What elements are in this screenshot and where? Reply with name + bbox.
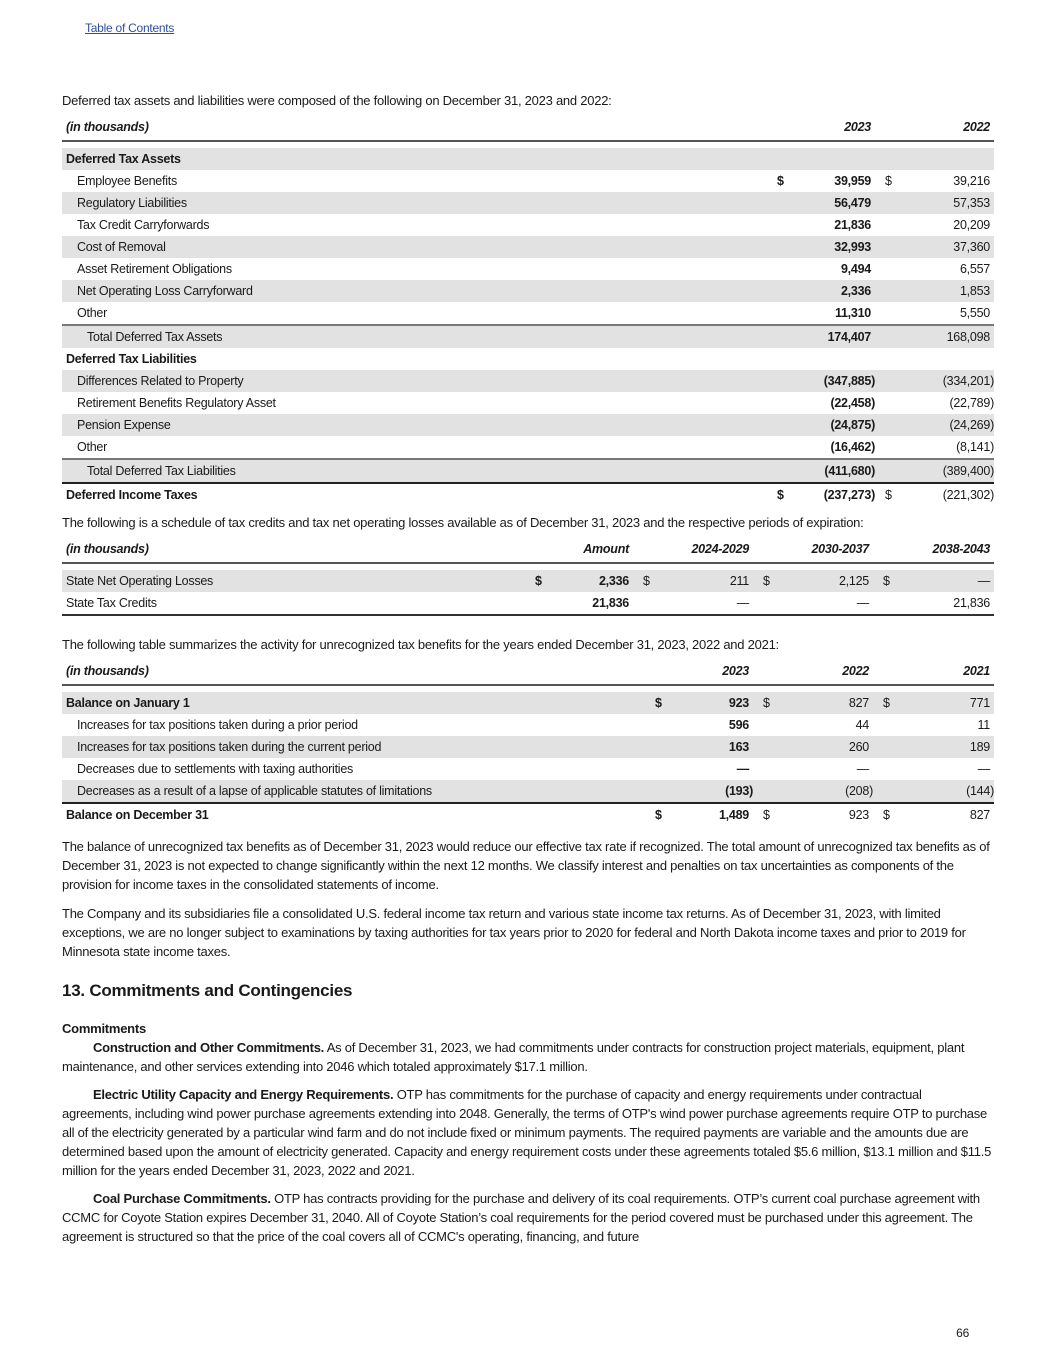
dollar-sign (875, 392, 905, 414)
table-row (62, 236, 994, 258)
subheading-commitments: Commitments (62, 1021, 146, 1036)
spacer (62, 563, 994, 570)
dollar-sign: $ (753, 692, 783, 714)
row-label: Other (77, 306, 108, 320)
dollar-sign (767, 414, 797, 436)
dollar-sign: $ (645, 692, 675, 714)
row-value: — (663, 592, 753, 615)
commitment-title: Construction and Other Commitments. (93, 1040, 325, 1055)
column-header: 2024-2029 (663, 542, 753, 563)
row-value: 596 (728, 718, 749, 732)
row-label: State Net Operating Losses (62, 570, 525, 592)
table-row (62, 370, 994, 392)
table-header-row (62, 542, 994, 563)
dollar-sign: $ (525, 570, 555, 592)
commitment-title: Electric Utility Capacity and Energy Requirements. (93, 1087, 394, 1102)
row-value: 260 (783, 736, 873, 758)
row-value: 2,125 (783, 570, 873, 592)
table-row (62, 148, 994, 170)
dollar-sign (753, 780, 783, 803)
row-label: Total Deferred Tax Liabilities (62, 459, 767, 483)
column-header: 2038-2043 (903, 542, 994, 563)
table-header-row (62, 120, 994, 141)
table-row (62, 280, 994, 302)
row-value: (193) (675, 780, 753, 803)
dollar-sign: $ (875, 483, 905, 506)
dollar-sign (873, 736, 903, 758)
dollar-sign (753, 592, 783, 615)
row-value: 21,836 (903, 592, 994, 615)
row-label: Decreases due to settlements with taxing authorities (77, 762, 354, 776)
dollar-sign: $ (885, 174, 892, 188)
row-value: — (856, 762, 869, 776)
column-header: 2022 (783, 664, 873, 685)
row-value: 44 (855, 718, 869, 732)
paragraph-tax-examinations: The Company and its subsidiaries file a consolidated U.S. federal income tax return and various state income tax returns. As of December 31, 2023, with limited exceptions, we are no longer subject to examinations by taxing authorities for tax years prior to 2020 for federal and North Dakota income taxes and prior to 2019 for Minnesota state income taxes. (62, 906, 966, 959)
column-header: (in thousands) (62, 664, 645, 685)
row-value: 1,853 (905, 280, 994, 302)
table-row (62, 214, 994, 236)
dollar-sign (767, 348, 797, 370)
commitment-text: OTP has contracts providing for the purchase and delivery of its coal requirements. OTP’s current coal purchase agreement with CCMC for Coyote Station expires December 31, 2040. All of Coyote Station’s coal requirements for the period covered must be purchased under this agreement. The agreement is structured so that the price of the coal covers all of CCMC's operating, financing, and future (62, 1191, 980, 1244)
row-value: 923 (783, 803, 873, 826)
spacer (62, 141, 994, 148)
row-value (797, 148, 875, 170)
row-value (905, 148, 994, 170)
dollar-sign (873, 714, 903, 736)
row-label: Net Operating Loss Carryforward (62, 280, 767, 302)
dollar-sign (875, 214, 905, 236)
commitment-paragraph (62, 1189, 993, 1246)
row-value: — (783, 592, 873, 615)
header-spacer-row (62, 685, 994, 692)
dollar-sign: $ (633, 570, 663, 592)
table-row (62, 459, 994, 483)
row-value: 771 (903, 692, 994, 714)
dollar-sign (875, 414, 905, 436)
row-value: — (977, 762, 990, 776)
column-header: 2023 (797, 120, 875, 141)
intro-unrecognized-benefits: The following table summarizes the activity for unrecognized tax benefits for the years ended December 31, 2023, 2022 and 2021: (62, 637, 779, 652)
row-label: Tax Credit Carryforwards (77, 218, 210, 232)
row-label: Cost of Removal (62, 236, 767, 258)
table-row (62, 592, 994, 615)
dollar-sign (875, 370, 905, 392)
dollar-sign: $ (767, 483, 797, 506)
table-row (62, 325, 994, 348)
row-value: — (736, 762, 749, 776)
commitment-text: As of December 31, 2023, we had commitments under contracts for construction project materials, equipment, plant maintenance, and other services extending into 2046 which totaled approximately $17.1 million. (62, 1040, 965, 1074)
row-value: 211 (663, 570, 753, 592)
page-number: 66 (956, 1326, 969, 1340)
dollar-sign (767, 258, 797, 280)
table-row (62, 170, 994, 192)
commitment-text: OTP has commitments for the purchase of capacity and energy requirements under contractual agreements, including wind power purchase agreements extending into 2048. Generally, the terms of OTP's wind power purchase agreements require OTP to purchase all of the electricity generated by a particular wind farm and do not include fixed or minimum payments. The required payments are variable and the amounts due are determined based upon the amount of electricity generated. Capacity and energy requirement costs under these agreements totaled $5.6 million, $13.1 million and $11.5 million for the years ended December 31, 2023, 2022 and 2021. (62, 1087, 992, 1178)
tax-credits-table (62, 542, 993, 616)
dollar-sign: $ (873, 570, 903, 592)
dollar-sign: $ (777, 174, 784, 188)
row-label: Increases for tax positions taken during the current period (62, 736, 645, 758)
dollar-sign (645, 780, 675, 803)
spacer (62, 685, 994, 692)
dollar-sign (767, 214, 797, 236)
dollar-sign (875, 459, 905, 483)
header-spacer (873, 664, 903, 685)
paragraph-unrecognized-balance: The balance of unrecognized tax benefits as of December 31, 2023 would reduce our effective tax rate if recognized. The total amount of unrecognized tax benefits as of December 31, 2023 is not expected to change significantly within the next 12 months. We classify interest and penalties on tax uncertainties as components of the provision for income taxes in the consolidated statements of income. (62, 839, 990, 892)
column-header: Amount (555, 542, 633, 563)
dollar-sign (873, 592, 903, 615)
dollar-sign (767, 192, 797, 214)
dollar-sign (753, 736, 783, 758)
dollar-sign (525, 592, 555, 615)
row-label: Increases for tax positions taken during a prior period (77, 718, 358, 732)
table-row (62, 483, 994, 506)
row-value: (22,458) (830, 396, 875, 410)
row-value: 37,360 (905, 236, 994, 258)
row-value: 923 (675, 692, 753, 714)
table-row (62, 780, 994, 803)
header-spacer (633, 542, 663, 563)
row-value: (411,680) (797, 459, 875, 483)
commitments-list (62, 1038, 993, 1246)
dollar-sign (645, 736, 675, 758)
header-spacer (753, 542, 783, 563)
column-header: 2030-2037 (783, 542, 873, 563)
dollar-sign (767, 148, 797, 170)
row-label: Asset Retirement Obligations (77, 262, 232, 276)
row-label: Pension Expense (62, 414, 767, 436)
row-value: 39,959 (834, 174, 871, 188)
row-label: Deferred Tax Assets (62, 148, 767, 170)
row-value: 163 (675, 736, 753, 758)
table-header-row (62, 664, 994, 685)
header-spacer (873, 542, 903, 563)
row-value: 32,993 (797, 236, 875, 258)
table-row (62, 736, 994, 758)
row-value: 20,209 (953, 218, 990, 232)
row-label: State Tax Credits (62, 592, 525, 615)
dollar-sign (767, 302, 797, 325)
table-row (62, 302, 994, 325)
row-label: Deferred Tax Liabilities (66, 352, 197, 366)
row-value: (24,269) (905, 414, 994, 436)
dollar-sign (875, 280, 905, 302)
dollar-sign: $ (753, 570, 783, 592)
dollar-sign (875, 192, 905, 214)
row-label: Balance on January 1 (62, 692, 645, 714)
intro-tax-credits: The following is a schedule of tax credits and tax net operating losses available as of December 31, 2023 and the respective periods of expiration: (62, 515, 864, 530)
dollar-sign (875, 258, 905, 280)
row-value: (334,201) (905, 370, 994, 392)
row-value: (221,302) (905, 483, 994, 506)
dollar-sign (767, 280, 797, 302)
dollar-sign (875, 348, 905, 370)
row-value: 21,836 (834, 218, 871, 232)
row-value (905, 348, 994, 370)
row-value: (389,400) (905, 459, 994, 483)
header-spacer (525, 542, 555, 563)
table-row (62, 258, 994, 280)
row-value: 11 (977, 718, 990, 732)
dollar-sign (875, 436, 905, 459)
row-value: (237,273) (797, 483, 875, 506)
row-value: 2,336 (797, 280, 875, 302)
dollar-sign (767, 392, 797, 414)
row-label: Balance on December 31 (62, 803, 645, 826)
row-value: 57,353 (905, 192, 994, 214)
column-header: (in thousands) (62, 542, 525, 563)
row-value: 39,216 (953, 174, 990, 188)
dollar-sign (875, 148, 905, 170)
unrecognized-benefits-table (62, 664, 993, 826)
table-row (62, 436, 994, 459)
row-value: 5,550 (959, 306, 990, 320)
dollar-sign (767, 370, 797, 392)
row-value: 827 (783, 692, 873, 714)
table-row (62, 714, 994, 736)
row-label: Retirement Benefits Regulatory Asset (77, 396, 276, 410)
dollar-sign (875, 302, 905, 325)
table-of-contents-link[interactable]: Table of Contents (85, 21, 175, 35)
table-row (62, 692, 994, 714)
row-value: 1,489 (675, 803, 753, 826)
row-label: Total Deferred Tax Assets (62, 325, 767, 348)
dollar-sign (753, 758, 783, 780)
dollar-sign (767, 459, 797, 483)
column-header: 2021 (903, 664, 994, 685)
header-spacer-row (62, 141, 994, 148)
table-row (62, 348, 994, 370)
row-value: (8,141) (956, 440, 994, 454)
dollar-sign: $ (645, 803, 675, 826)
table-row (62, 758, 994, 780)
row-value: (144) (903, 780, 994, 803)
row-value: 189 (903, 736, 994, 758)
dollar-sign (767, 436, 797, 459)
dollar-sign: $ (753, 803, 783, 826)
row-value: 11,310 (834, 306, 871, 320)
row-label: Other (77, 440, 108, 454)
table-row (62, 803, 994, 826)
dollar-sign (873, 780, 903, 803)
header-spacer (875, 120, 905, 141)
row-label: Employee Benefits (77, 174, 177, 188)
dollar-sign (645, 714, 675, 736)
commitment-paragraph (62, 1038, 993, 1076)
dollar-sign (753, 714, 783, 736)
intro-deferred-tax: Deferred tax assets and liabilities were composed of the following on December 31, 2023 and 2022: (62, 93, 612, 108)
row-value: 827 (903, 803, 994, 826)
row-value: 6,557 (959, 262, 990, 276)
dollar-sign (767, 325, 797, 348)
dollar-sign (875, 325, 905, 348)
row-value: (24,875) (797, 414, 875, 436)
row-value: (347,885) (797, 370, 875, 392)
dollar-sign (767, 236, 797, 258)
row-value (797, 348, 875, 370)
header-spacer (645, 664, 675, 685)
row-value: 2,336 (555, 570, 633, 592)
commitment-title: Coal Purchase Commitments. (93, 1191, 271, 1206)
row-label: Regulatory Liabilities (62, 192, 767, 214)
dollar-sign: $ (873, 803, 903, 826)
dollar-sign: $ (873, 692, 903, 714)
row-value: — (903, 570, 994, 592)
row-label: Deferred Income Taxes (62, 483, 767, 506)
dollar-sign (875, 236, 905, 258)
header-spacer-row (62, 563, 994, 570)
row-label: Differences Related to Property (62, 370, 767, 392)
header-spacer (753, 664, 783, 685)
row-value: 174,407 (797, 325, 875, 348)
row-value: 21,836 (555, 592, 633, 615)
table-row (62, 392, 994, 414)
row-value: 168,098 (905, 325, 994, 348)
table-row (62, 414, 994, 436)
header-spacer (767, 120, 797, 141)
row-value: 9,494 (840, 262, 871, 276)
section-heading: 13. Commitments and Contingencies (62, 981, 353, 1000)
dollar-sign (873, 758, 903, 780)
row-value: (16,462) (830, 440, 875, 454)
column-header: 2022 (905, 120, 994, 141)
table-row (62, 192, 994, 214)
row-value: 56,479 (797, 192, 875, 214)
row-value: (22,789) (949, 396, 994, 410)
row-label: Decreases as a result of a lapse of applicable statutes of limitations (62, 780, 645, 803)
dollar-sign (633, 592, 663, 615)
row-value: (208) (783, 780, 873, 803)
commitment-paragraph (62, 1085, 993, 1180)
column-header: 2023 (675, 664, 753, 685)
dollar-sign (645, 758, 675, 780)
deferred-tax-table (62, 120, 993, 506)
column-header: (in thousands) (62, 120, 767, 141)
table-row (62, 570, 994, 592)
